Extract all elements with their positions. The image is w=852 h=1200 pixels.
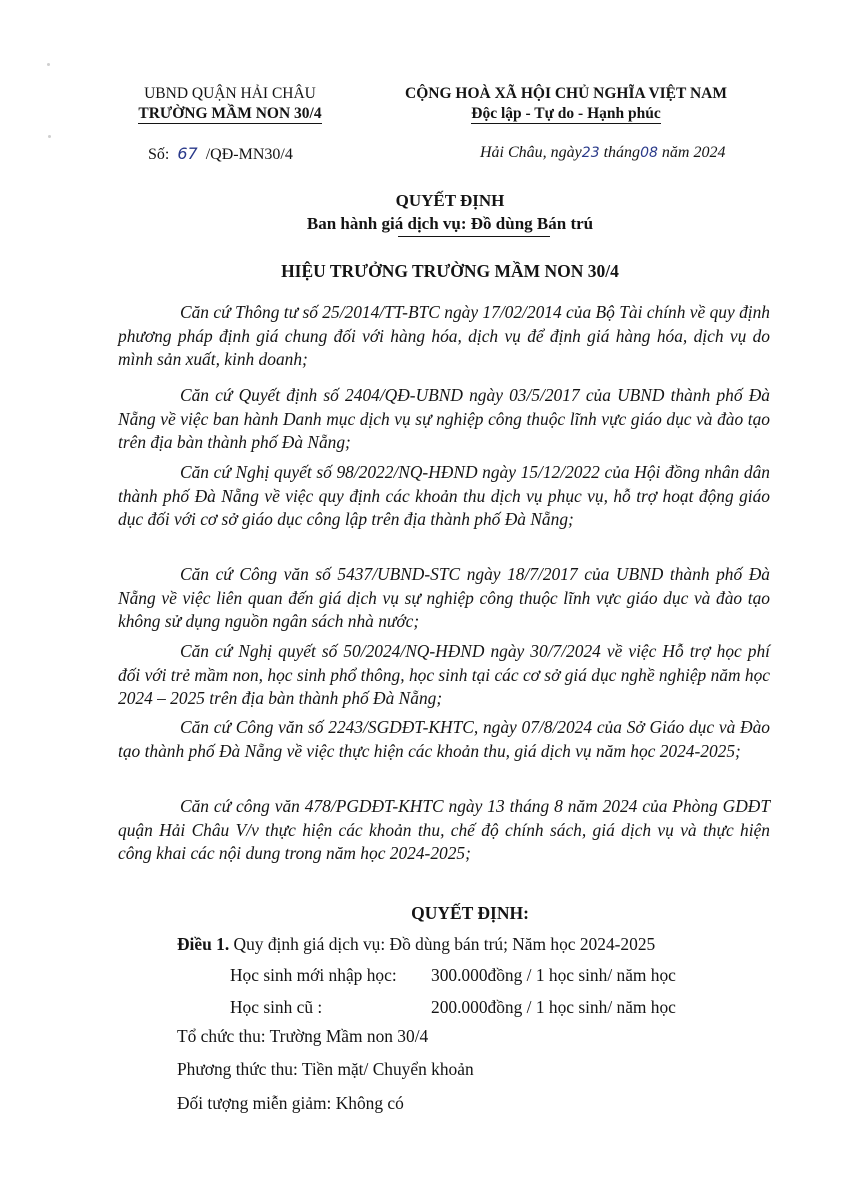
scan-artifact — [47, 63, 50, 66]
issuer-district: UBND QUẬN HẢI CHÂU — [144, 85, 316, 102]
collection-organizer: Tổ chức thu: Trường Mầm non 30/4 — [177, 1026, 429, 1046]
issuer-block — [100, 84, 360, 124]
legal-basis-5: Căn cứ Nghị quyết số 50/2024/NQ-HĐND ngày 30/7/2024 về việc Hỗ trợ học phí đối với trẻ mầm non, học sinh phổ thông, học sinh tại các cơ sở giá dục nghề nghiệp năm học 2024 – 2025 trên địa bàn thành phố Đà Nẵng; — [118, 641, 770, 708]
date-year: năm 2024 — [661, 144, 726, 161]
fee-label: Học sinh mới nhập học: — [230, 965, 397, 985]
exemption-target: Đối tượng miễn giảm: Không có — [177, 1093, 404, 1113]
issuing-authority: HIỆU TRƯỞNG TRƯỜNG MẦM NON 30/4 — [281, 261, 619, 281]
number-prefix: Số: — [148, 146, 170, 163]
legal-basis-3: Căn cứ Nghị quyết số 98/2022/NQ-HĐND ngày 15/12/2022 của Hội đồng nhân dân thành phố Đà Nẵng về việc quy định các khoản thu dịch vụ phục vụ, hỗ trợ hoạt động giáo dục đối với cơ sở giáo dục công lập trên địa thành phố Đà Nẵng; — [118, 462, 770, 529]
national-motto-block — [380, 84, 752, 124]
fee-label: Học sinh cũ : — [230, 997, 323, 1017]
handwritten-month: 08 — [640, 145, 658, 161]
scan-artifact — [48, 135, 51, 138]
article-1 — [177, 933, 655, 955]
fee-value-returning-student: 200.000đồng / 1 học sinh/ năm học — [431, 997, 676, 1017]
decision-title: QUYẾT ĐỊNH — [395, 191, 505, 210]
legal-basis-6: Căn cứ Công văn số 2243/SGDĐT-KHTC, ngày 07/8/2024 của Sở Giáo dục và Đào tạo thành phố Đà Nẵng về việc thực hiện các khoản thu, giá dịch vụ năm học 2024-2025; — [118, 717, 770, 761]
country-name: CỘNG HOÀ XÃ HỘI CHỦ NGHĨA VIỆT NAM — [405, 85, 727, 102]
date-prefix: Hải Châu, ngày — [480, 144, 582, 161]
legal-basis-7: Căn cứ công văn 478/PGDĐT-KHTC ngày 13 tháng 8 năm 2024 của Phòng GDĐT quận Hải Châu V/v thực hiện các khoản thu, chế độ chính sách, giá dịch vụ và thực hiện công khai các nội dung trong năm học 2024-2025; — [118, 796, 770, 863]
number-suffix: /QĐ-MN30/4 — [205, 146, 293, 163]
payment-method: Phương thức thu: Tiền mặt/ Chuyển khoản — [177, 1059, 474, 1079]
article-1-text: Quy định giá dịch vụ: Đồ dùng bán trú; Năm học 2024-2025 — [233, 934, 656, 954]
article-1-label: Điều 1. — [177, 934, 230, 954]
decision-heading: QUYẾT ĐỊNH: — [411, 903, 529, 923]
date-month-label: tháng — [603, 144, 641, 161]
document-number — [148, 144, 293, 164]
legal-basis-2: Căn cứ Quyết định số 2404/QĐ-UBND ngày 03/5/2017 của UBND thành phố Đà Nẵng về việc ban hành Danh mục dịch vụ sự nghiệp công thuộc lĩnh vực giáo dục và đào tạo trên địa bàn thành phố Đà Nẵng; — [118, 385, 770, 452]
document-date — [480, 144, 725, 162]
motto-text: Độc lập - Tự do - Hạnh phúc — [471, 105, 661, 122]
issuer-school-text: TRƯỜNG MẦM NON 30/4 — [138, 105, 322, 122]
legal-basis-4: Căn cứ Công văn số 5437/UBND-STC ngày 18/7/2017 của UBND thành phố Đà Nẵng về việc liên quan đến giá dịch vụ sự nghiệp công thuộc lĩnh vực giáo dục và đào tạo không sử dụng nguồn ngân sách nhà nước; — [118, 564, 770, 631]
decision-subtitle: Ban hành giá dịch vụ: Đồ dùng Bán trú — [306, 214, 594, 233]
issuer-school — [100, 104, 360, 124]
motto-line — [380, 104, 752, 124]
legal-basis-1: Căn cứ Thông tư số 25/2014/TT-BTC ngày 17/02/2014 của Bộ Tài chính về quy định phương pháp định giá chung đối với hàng hóa, dịch vụ để định giá hàng hóa, dịch vụ do mình sản xuất, kinh doanh; — [118, 302, 770, 369]
subtitle-underline — [398, 236, 550, 237]
fee-value-new-student: 300.000đồng / 1 học sinh/ năm học — [431, 965, 676, 985]
handwritten-day: 23 — [581, 145, 600, 161]
fee-row-new-student — [230, 965, 397, 986]
handwritten-number: 67 — [177, 144, 198, 163]
fee-row-returning-student — [230, 997, 322, 1018]
